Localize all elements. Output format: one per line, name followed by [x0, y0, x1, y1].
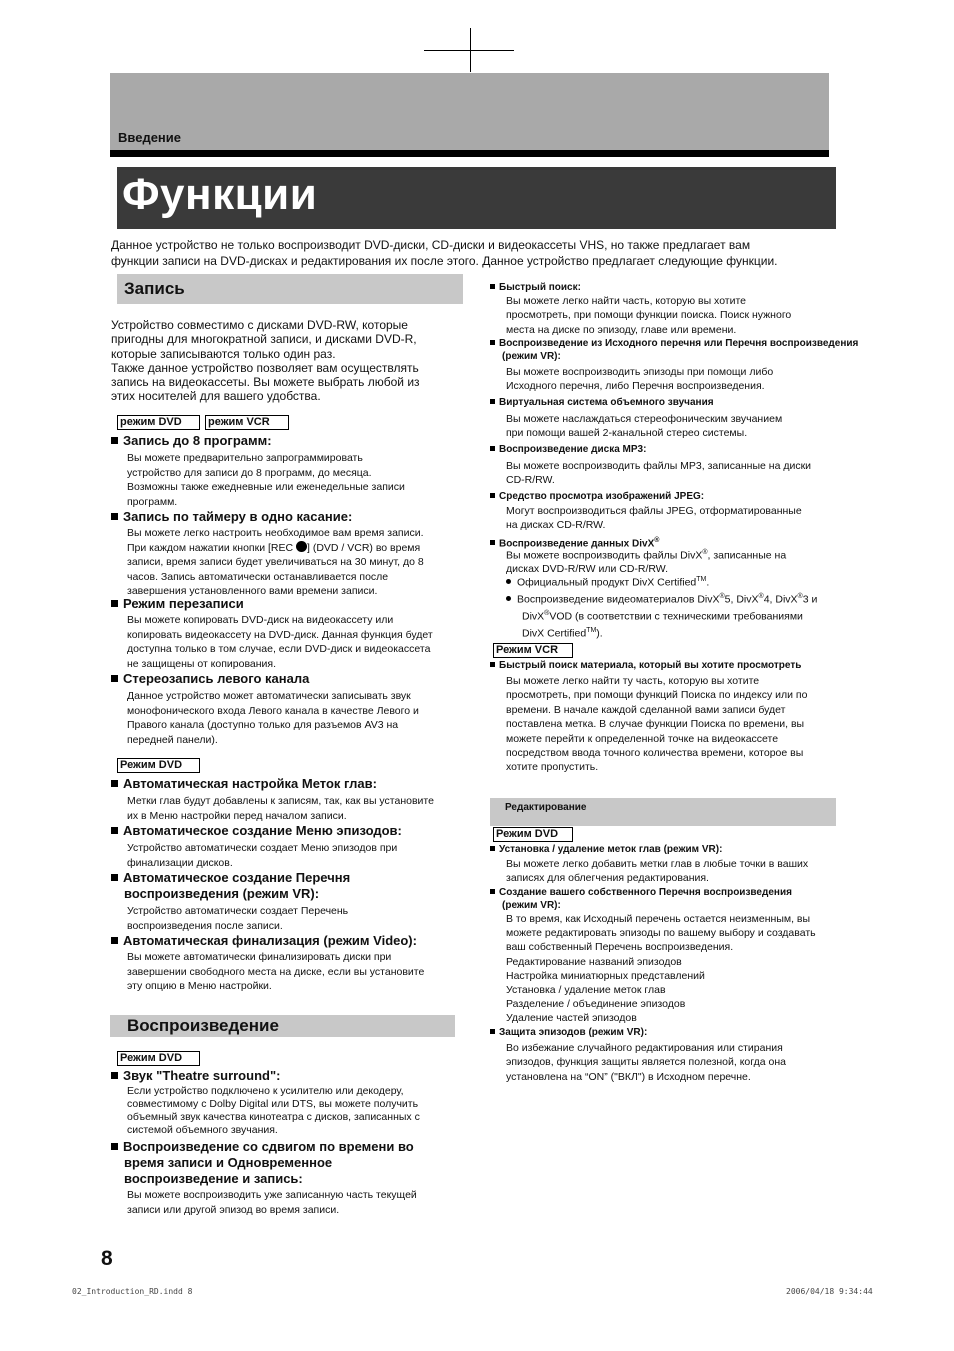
body-line [506, 607, 851, 624]
body-line [506, 590, 851, 607]
feature-heading-cont: воспроизведения (режим VR): [124, 886, 320, 901]
body-text: VOD (в соответствии с техническими требованиями [549, 610, 803, 623]
body-line: завершения установленного вами времени записи. [127, 585, 378, 598]
mode-tag-dvd: Режим DVD [117, 1051, 200, 1066]
mode-tag-vcr: Режим VCR [493, 643, 573, 658]
bullet-square-icon [490, 340, 495, 345]
body-text: 3 и [802, 593, 818, 606]
body-line: Редактирование названий эпизодов [506, 955, 682, 968]
body-line: совместимому с Dolby Digital или DTS, вы можете получить [127, 1098, 419, 1110]
feature-heading [111, 509, 352, 525]
section-label: Введение [118, 130, 181, 145]
intro-line: Данное устройство не только воспроизводит DVD-диски, CD-диски и видеокассеты VHS, но также предлагает вам [111, 238, 751, 252]
feature-title: Режим перезаписи [123, 596, 244, 611]
feature-body [506, 1041, 846, 1084]
feature-body [506, 294, 846, 337]
bullet-square-icon [111, 827, 118, 834]
feature-body [127, 526, 467, 599]
body-text: 4, DivX [763, 593, 798, 606]
section-title-recording: Запись [124, 279, 185, 298]
body-line: хотите пропустить. [506, 761, 599, 774]
feature-body [506, 505, 846, 532]
feature-heading [490, 843, 722, 856]
feature-title: Звук "Theatre surround": [123, 1068, 281, 1083]
body-text: ] (DVD / VCR) во время [306, 541, 421, 554]
body-line: Вы можете наслаждаться стереофоническим звучанием [506, 413, 783, 425]
body-line: В то время, как Исходный перечень остается неизменным, вы [506, 913, 811, 925]
feature-title: Автоматическое создание Перечня [123, 870, 351, 885]
body-line: Вы можете копировать DVD-диск на видеокассету или [127, 614, 394, 626]
feature-title: Автоматическая настройка Меток глав: [123, 776, 377, 791]
divx-bullet [506, 573, 846, 590]
body-line: при помощи вашей 2-канальной стерео системы. [506, 427, 748, 440]
body-line: завершении свободного места на диске, если вы установите [127, 965, 425, 978]
feature-heading [111, 776, 377, 792]
body-line: объемный звук качества кинотеатра с дисков, записанных с [127, 1111, 420, 1123]
feature-heading [490, 396, 714, 409]
feature-heading-cont: время записи и Одновременное [124, 1155, 333, 1170]
body-line: установлена на “ON” ("ВКЛ") в Исходном перечне. [506, 1070, 751, 1083]
feature-heading [490, 886, 792, 899]
body-text: При каждом нажатии кнопки [REC [127, 541, 296, 554]
section-title-playback: Воспроизведение [127, 1016, 279, 1035]
bullet-square-icon [490, 399, 495, 404]
registered-mark: ® [758, 593, 764, 600]
feature-title: Воспроизведение диска MP3: [499, 444, 647, 455]
body-line: Вы можете легко найти часть, которую вы хотите [506, 295, 747, 307]
feature-title: Воспроизведение данных DivX [499, 538, 655, 550]
bullet-square-icon [490, 493, 495, 498]
feature-heading [490, 337, 858, 350]
body-line: доступна только в том случае, если DVD-диск и видеокассета [127, 643, 431, 656]
bullet-square-icon [111, 874, 118, 881]
feature-body [506, 365, 846, 394]
body-line: ваш собственный Перечень воспроизведения. [506, 941, 734, 954]
body-line [506, 624, 851, 641]
feature-title: Быстрый поиск: [499, 282, 581, 293]
feature-heading [111, 823, 402, 839]
body-line: воспроизведения после записи. [127, 919, 283, 932]
bullet-square-icon [490, 889, 495, 894]
trademark-mark: TM [586, 626, 597, 634]
feature-heading [111, 671, 309, 687]
desc-line: пригодны для многократной записи, и дисками DVD-R, [111, 332, 417, 347]
body-line: монофонического входа Левого канала в качестве Левого и [127, 704, 419, 717]
body-text: 5, DivX [724, 593, 759, 606]
body-line [127, 541, 467, 556]
registered-mark: ® [654, 537, 660, 544]
body-line: записи, время записи будет увеличиваться на 30 минут, до 8 [127, 556, 424, 569]
body-line: часов. Запись автоматически останавливается после [127, 570, 389, 583]
header-rule [110, 150, 829, 157]
body-line: Устройство автоматически создает Меню эпизодов при [127, 842, 398, 854]
bullet-square-icon [111, 437, 118, 444]
body-line: Если устройство подключено к усилителю или декодеру, [127, 1085, 404, 1097]
bullet-dot-icon [506, 579, 511, 584]
body-line: Вы можете легко найти ту часть, которую вы хотите [506, 675, 760, 687]
feature-title: Воспроизведение со сдвигом по времени во [123, 1139, 414, 1154]
footer-filename: 02_Introduction_RD.indd 8 [72, 1287, 193, 1296]
feature-heading [111, 596, 244, 612]
registered-mark: ® [797, 593, 803, 600]
body-text: , записанные на [707, 549, 787, 562]
body-line: системой объемного звучания. [127, 1124, 278, 1136]
page-number: 8 [101, 1247, 113, 1270]
feature-body [506, 459, 846, 488]
page-title: Функции [122, 170, 318, 219]
body-line: Разделение / объединение эпизодов [506, 998, 686, 1011]
body-line: записи или другой эпизод во время записи. [127, 1203, 340, 1216]
feature-title: Виртуальная система объемного звучания [499, 397, 714, 408]
bullet-square-icon [490, 284, 495, 289]
body-line: Вы можете воспроизводить эпизоды при помощи либо [506, 366, 774, 378]
registered-mark: ® [719, 593, 725, 600]
body-line: финализации дисков. [127, 856, 233, 869]
desc-line: этих носителей для вашего удобства. [111, 389, 321, 404]
bullet-square-icon [111, 1143, 118, 1150]
desc-line: запись на видеокассеты. Вы можете выбрать любой из [111, 375, 420, 390]
section-title-editing: Редактирование [505, 802, 587, 813]
feature-title: Воспроизведение из Исходного перечня или Перечня воспроизведения [499, 338, 859, 349]
body-line: можете перейти к определенной точке на видеокассете [506, 732, 779, 745]
body-line: Правого канала (доступно только для разъемов AV3 на [127, 719, 399, 732]
body-line: Во избежание случайного редактирования или стирания [506, 1042, 783, 1054]
body-line: устройство для записи до 8 программ, до месяца. [127, 466, 372, 479]
feature-title: Быстрый поиск материала, который вы хотите просмотреть [499, 660, 802, 671]
body-line: Устройство автоматически создает Перечень [127, 905, 349, 917]
bullet-square-icon [490, 846, 495, 851]
mode-tag-dvd: режим DVD [117, 415, 200, 430]
bullet-square-icon [490, 540, 495, 545]
body-line: можете редактировать эпизоды по вашему выбору и создавать [506, 927, 816, 940]
body-line: эпизодов, функция защиты является полезной, когда она [506, 1056, 786, 1069]
body-line: Вы можете автоматически финализировать диски при [127, 951, 392, 963]
body-text: Вы можете воспроизводить файлы DivX [506, 549, 703, 562]
feature-title: Защита эпизодов (режим VR): [499, 1027, 648, 1038]
body-line: копировать видеокассету на DVD-диск. Данная функция будет [127, 628, 433, 641]
body-line: просмотреть, при помощи функции поиска. Поиск нужного [506, 309, 792, 322]
body-line: времени. В начале каждой сделанной вами записи будет [506, 703, 786, 716]
body-line: поставлена метка. В случае функции Поиска по времени, вы [506, 718, 805, 731]
body-line: места на диске по эпизоду, главе или времени. [506, 323, 737, 336]
crop-mark-horizontal [424, 50, 514, 51]
body-text: Официальный продукт DivX Certified [517, 576, 697, 589]
body-line: дисках DVD-R/RW или CD-R/RW. [506, 563, 669, 575]
body-line: CD-R/RW. [506, 474, 555, 487]
feature-heading-cont: (режим VR): [502, 351, 561, 362]
body-line: посредством ввода точного количества времени, которое вы [506, 747, 804, 760]
record-dot-icon [296, 541, 307, 552]
crop-mark-vertical [470, 28, 471, 72]
desc-line: которые записываются только один раз. [111, 346, 336, 361]
feature-title: Автоматическое создание Меню эпизодов: [123, 823, 402, 838]
body-line: передней панели). [127, 733, 218, 746]
body-line: программ. [127, 495, 178, 508]
feature-body [127, 1188, 467, 1217]
body-line: Вы можете воспроизводить уже записанную часть текущей [127, 1189, 417, 1201]
mode-tag-vcr: режим VCR [205, 415, 289, 430]
mode-tag-dvd: Режим DVD [117, 758, 200, 773]
divx-bullet [506, 590, 851, 641]
body-text: Воспроизведение видеоматериалов DivX [517, 593, 720, 606]
body-line: Исходного перечня, либо Перечня воспроизведения. [506, 380, 765, 393]
bullet-square-icon [111, 1072, 118, 1079]
body-line: Могут воспроизводиться файлы JPEG, отформатированные [506, 505, 802, 517]
body-line: Возможны также ежедневные или еженедельные записи [127, 481, 405, 494]
feature-heading [111, 433, 272, 449]
feature-title: Запись до 8 программ: [123, 433, 272, 448]
mode-tag-dvd: Режим DVD [493, 827, 573, 842]
intro-paragraph [111, 237, 831, 269]
feature-body [127, 904, 467, 933]
feature-heading-cont: (режим VR): [502, 900, 561, 911]
feature-heading-cont: воспроизведение и запись: [124, 1171, 303, 1186]
body-line: их в Меню настройки перед началом записи. [127, 809, 347, 822]
body-line: не защищены от копирования. [127, 657, 277, 670]
feature-title: Средство просмотра изображений JPEG: [499, 491, 705, 502]
feature-body [127, 950, 467, 994]
feature-body [506, 858, 846, 885]
feature-heading [111, 1068, 280, 1084]
feature-heading [490, 659, 801, 672]
desc-line: Устройство совместимо с дисками DVD-RW, которые [111, 318, 408, 332]
feature-body [127, 613, 467, 671]
bullet-square-icon [111, 513, 118, 520]
feature-body [506, 546, 846, 577]
body-line: эту опцию в Меню настройки. [127, 980, 272, 993]
feature-body [127, 451, 467, 509]
bullet-square-icon [111, 780, 118, 787]
bullet-dot-icon [506, 596, 511, 601]
feature-heading [111, 870, 350, 886]
intro-line: функции записи на DVD-дисках и редактирования их после этого. Данное устройство предлагает следующие функции. [111, 254, 778, 268]
body-line: просмотреть, при помощи функций Поиска по индексу или по [506, 689, 808, 702]
body-line: Вы можете легко настроить необходимое вам время записи. [127, 527, 424, 539]
feature-heading [490, 490, 704, 503]
feature-title: Автоматическая финализация (режим Video): [123, 933, 417, 948]
feature-body [506, 412, 846, 441]
feature-heading [111, 1139, 414, 1155]
body-line [506, 546, 846, 563]
feature-heading [111, 933, 417, 949]
body-line: Вы можете предварительно запрограммировать [127, 452, 363, 464]
body-line: Настройка миниатюрных представлений [506, 969, 705, 982]
footer-timestamp: 2006/04/18 9:34:44 [786, 1287, 873, 1296]
recording-description [111, 318, 461, 404]
feature-body [506, 674, 846, 775]
feature-body [127, 689, 467, 747]
feature-body [506, 912, 851, 1026]
feature-title: Создание вашего собственного Перечня воспроизведения [499, 887, 792, 898]
feature-title: Установка / удаление меток глав (режим VR): [499, 844, 723, 855]
body-text: . [706, 576, 710, 589]
body-line: Данное устройство может автоматически записывать звук [127, 690, 411, 702]
registered-mark: ® [544, 609, 550, 617]
trademark-mark: TM [696, 576, 707, 583]
body-line: Установка / удаление меток глав [506, 984, 666, 997]
feature-body [127, 841, 467, 870]
body-line: на дисках CD-R/RW. [506, 518, 606, 531]
feature-title: Стереозапись левого канала [123, 671, 310, 686]
body-text: DivX [522, 610, 545, 623]
bullet-square-icon [490, 446, 495, 451]
body-text: DivX Certified [522, 627, 587, 640]
bullet-square-icon [490, 1029, 495, 1034]
feature-heading [490, 281, 581, 294]
desc-line: Также данное устройство позволяет вам осуществлять [111, 360, 419, 375]
body-line: Вы можете легко добавить метки глав в любые точки в ваших [506, 858, 809, 870]
body-line: Удаление частей эпизодов [506, 1012, 637, 1025]
feature-body [127, 1085, 467, 1137]
bullet-square-icon [111, 600, 118, 607]
body-line: Вы можете воспроизводить файлы MP3, записанные на диски [506, 460, 812, 472]
feature-heading [490, 443, 646, 456]
body-line: записях для облегчения редактирования. [506, 871, 709, 884]
feature-heading [490, 1026, 647, 1039]
bullet-square-icon [111, 937, 118, 944]
feature-title: Запись по таймеру в одно касание: [123, 509, 353, 524]
body-line: Метки глав будут добавлены к записям, так, как вы установите [127, 795, 434, 807]
body-text: ). [596, 627, 603, 640]
bullet-square-icon [490, 662, 495, 667]
bullet-square-icon [111, 675, 118, 682]
registered-mark: ® [702, 549, 708, 556]
header-band [110, 73, 829, 151]
feature-body [127, 794, 467, 823]
